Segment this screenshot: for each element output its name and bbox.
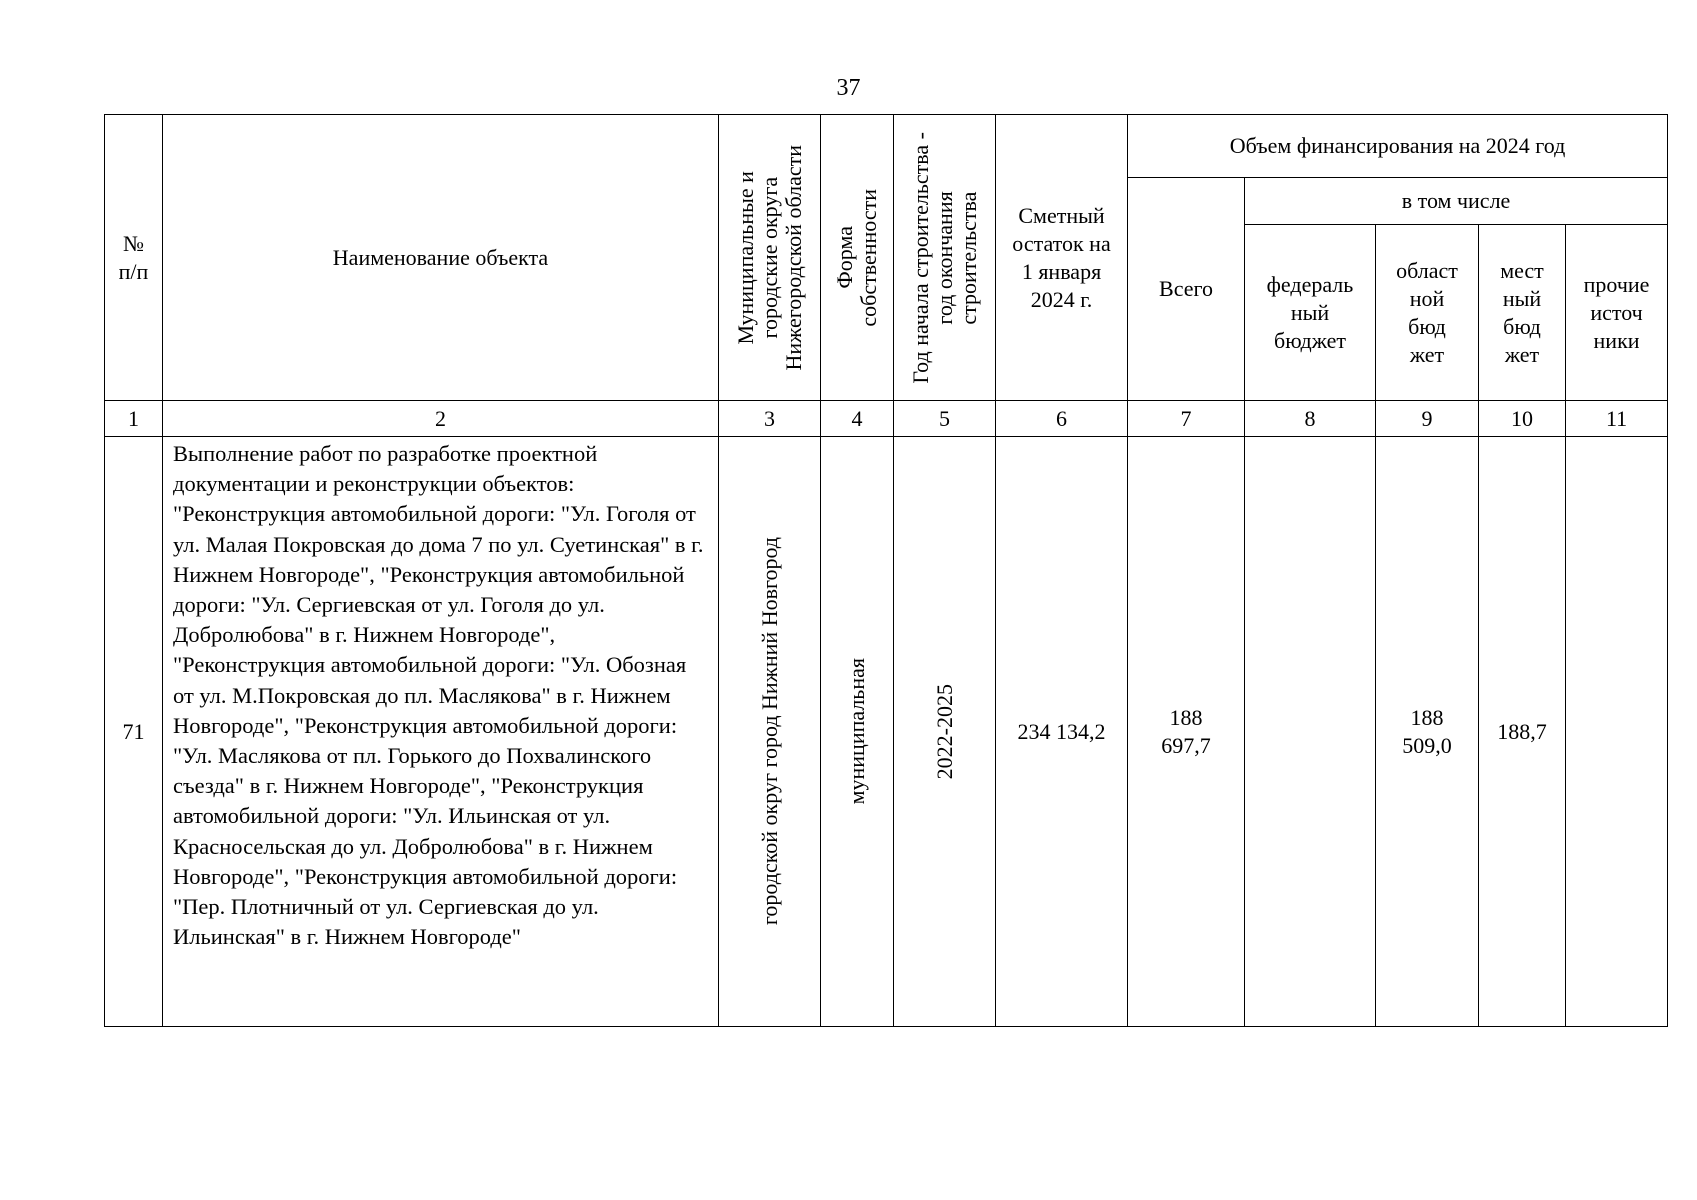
header-row-1	[105, 115, 1668, 178]
row-number: 71	[105, 437, 163, 1027]
header-other-sources: прочие источ ники	[1566, 225, 1668, 401]
header-ownership: Форма собственности	[821, 115, 894, 401]
page-number: 37	[836, 75, 861, 101]
column-number: 5	[894, 401, 996, 437]
construction-years: 2022-2025	[931, 683, 957, 780]
funding-local: 188,7	[1479, 437, 1566, 1027]
column-number: 8	[1245, 401, 1376, 437]
column-number: 1	[105, 401, 163, 437]
column-number: 3	[719, 401, 821, 437]
header-federal-budget: федераль ный бюджет	[1245, 225, 1376, 401]
construction-years-cell	[894, 437, 996, 1027]
municipality-cell	[719, 437, 821, 1027]
header-total: Всего	[1128, 178, 1245, 401]
ownership-cell	[821, 437, 894, 1027]
funding-federal	[1245, 437, 1376, 1027]
funding-other	[1566, 437, 1668, 1027]
header-construction-years: Год начала строительства - год окончания строительства	[894, 115, 996, 401]
header-estimate-balance: Сметный остаток на 1 января 2024 г.	[996, 115, 1128, 401]
ownership: муниципальная	[844, 658, 869, 805]
column-number: 9	[1376, 401, 1479, 437]
estimate-balance: 234 134,2	[996, 437, 1128, 1027]
column-number: 10	[1479, 401, 1566, 437]
column-number: 2	[163, 401, 719, 437]
column-number: 7	[1128, 401, 1245, 437]
column-number: 4	[821, 401, 894, 437]
header-object-name: Наименование объекта	[163, 115, 719, 401]
header-row-number: № п/п	[105, 115, 163, 401]
funding-regional: 188 509,0	[1376, 437, 1479, 1027]
financing-table	[104, 114, 1668, 1027]
municipality: городской округ город Нижний Новгород	[756, 537, 782, 926]
header-funding-title: Объем финансирования на 2024 год	[1128, 115, 1668, 178]
column-numbers-row	[105, 401, 1668, 437]
header-regional-budget: област ной бюд жет	[1376, 225, 1479, 401]
column-number: 11	[1566, 401, 1668, 437]
table-row	[105, 437, 1668, 1027]
header-municipality: Муниципальные и городские округа Нижегородской области	[719, 115, 821, 401]
object-name: Выполнение работ по разработке проектной документации и реконструкции объектов: "Реконструкция автомобильной дороги: "Ул. Гоголя от ул. Малая Покровская до дома 7 по ул. Суетинская" в г. Нижнем Новгороде", "Реконструкция автомобильной дороги: "Ул. Сергиевская от ул. Гоголя до ул. Добролюбова" в г. Нижнем Новгороде", "Реконструкция автомобильной дороги: "Ул. Обозная от ул. М.Покровская до пл. Маслякова" в г. Нижнем Новгороде", "Реконструкция автомобильной дороги: "Ул. Маслякова от пл. Горького до Похвалинского съезда" в г. Нижнем Новгороде", "Реконструкция автомобильной дороги: "Ул. Ильинская от ул. Красносельская до ул. Добролюбова" в г. Нижнем Новгороде", "Реконструкция автомобильной дороги: "Пер. Плотничный от ул. Сергиевская до ул. Ильинская" в г. Нижнем Новгороде"	[163, 437, 719, 1027]
header-local-budget: мест ный бюд жет	[1479, 225, 1566, 401]
funding-total: 188 697,7	[1128, 437, 1245, 1027]
column-number: 6	[996, 401, 1128, 437]
header-including: в том числе	[1245, 178, 1668, 225]
